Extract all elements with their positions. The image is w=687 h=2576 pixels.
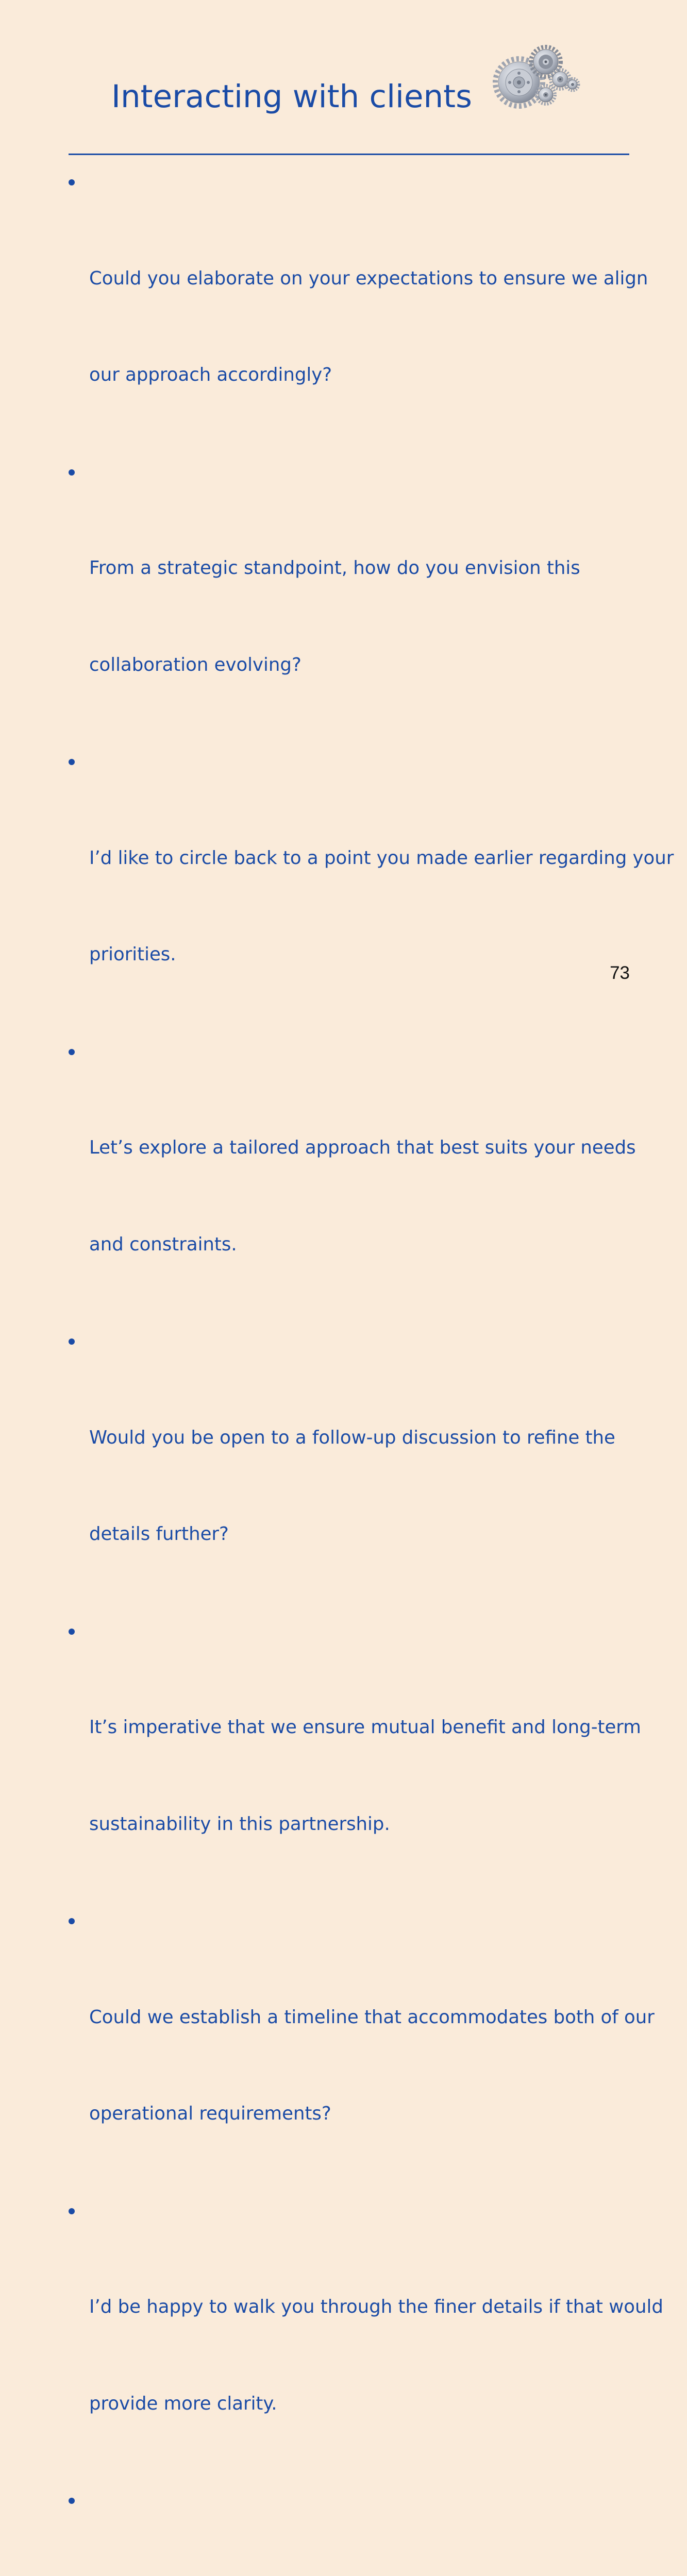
list-item xyxy=(0,1325,666,1615)
list-item-line: priorities. xyxy=(89,944,176,965)
bullet-dot-icon xyxy=(69,1918,75,1924)
list-item-line: From a strategic standpoint, how do you envision this xyxy=(89,557,580,579)
bullet-dot-icon xyxy=(69,179,75,185)
list-item-line: I’d like to circle back to a point you made earlier regarding your xyxy=(89,847,674,869)
list-item xyxy=(0,1905,666,2195)
gears-icon xyxy=(492,44,580,111)
list-item-line: provide more clarity. xyxy=(89,2393,277,2414)
list-item-line: Would you be open to a follow-up discussion to refine the xyxy=(89,1427,615,1448)
bullet-dot-icon xyxy=(69,1049,75,1055)
page-number: 73 xyxy=(610,963,630,983)
list-item-line: operational requirements? xyxy=(89,2103,331,2124)
list-item xyxy=(0,1615,666,1905)
bullet-dot-icon xyxy=(69,1629,75,1635)
list-item xyxy=(0,2484,666,2576)
list-item xyxy=(0,2195,666,2485)
list-item-line: our approach accordingly? xyxy=(89,364,332,385)
list-item xyxy=(0,745,674,1036)
bullet-dot-icon xyxy=(69,2498,75,2504)
list-item-line: sustainability in this partnership. xyxy=(89,1813,390,1835)
list-item xyxy=(0,456,666,746)
list-item-line: collaboration evolving? xyxy=(89,654,301,675)
list-item-line: and constraints. xyxy=(89,1233,237,1255)
list-item-line: Let’s explore a tailored approach that best suits your needs xyxy=(89,1137,636,1158)
list-item-line: Could you elaborate on your expectations to ensure we align xyxy=(89,267,648,289)
bullet-dot-icon xyxy=(69,1338,75,1345)
bullet-dot-icon xyxy=(69,759,75,765)
list-item-line: It’s imperative that we ensure mutual benefit and long-term xyxy=(89,1717,641,1738)
list-item-line: details further? xyxy=(89,1523,229,1545)
bullet-list xyxy=(0,166,687,2576)
list-item-line: Could we establish a timeline that accommodates both of our xyxy=(89,2006,655,2028)
bullet-dot-icon xyxy=(69,469,75,476)
page-title: Interacting with clients xyxy=(111,78,472,115)
title-divider xyxy=(69,154,629,155)
bullet-dot-icon xyxy=(69,2208,75,2214)
list-item xyxy=(0,1036,666,1326)
list-item-line: I’d be happy to walk you through the finer details if that would xyxy=(89,2296,663,2317)
list-item xyxy=(0,166,666,456)
